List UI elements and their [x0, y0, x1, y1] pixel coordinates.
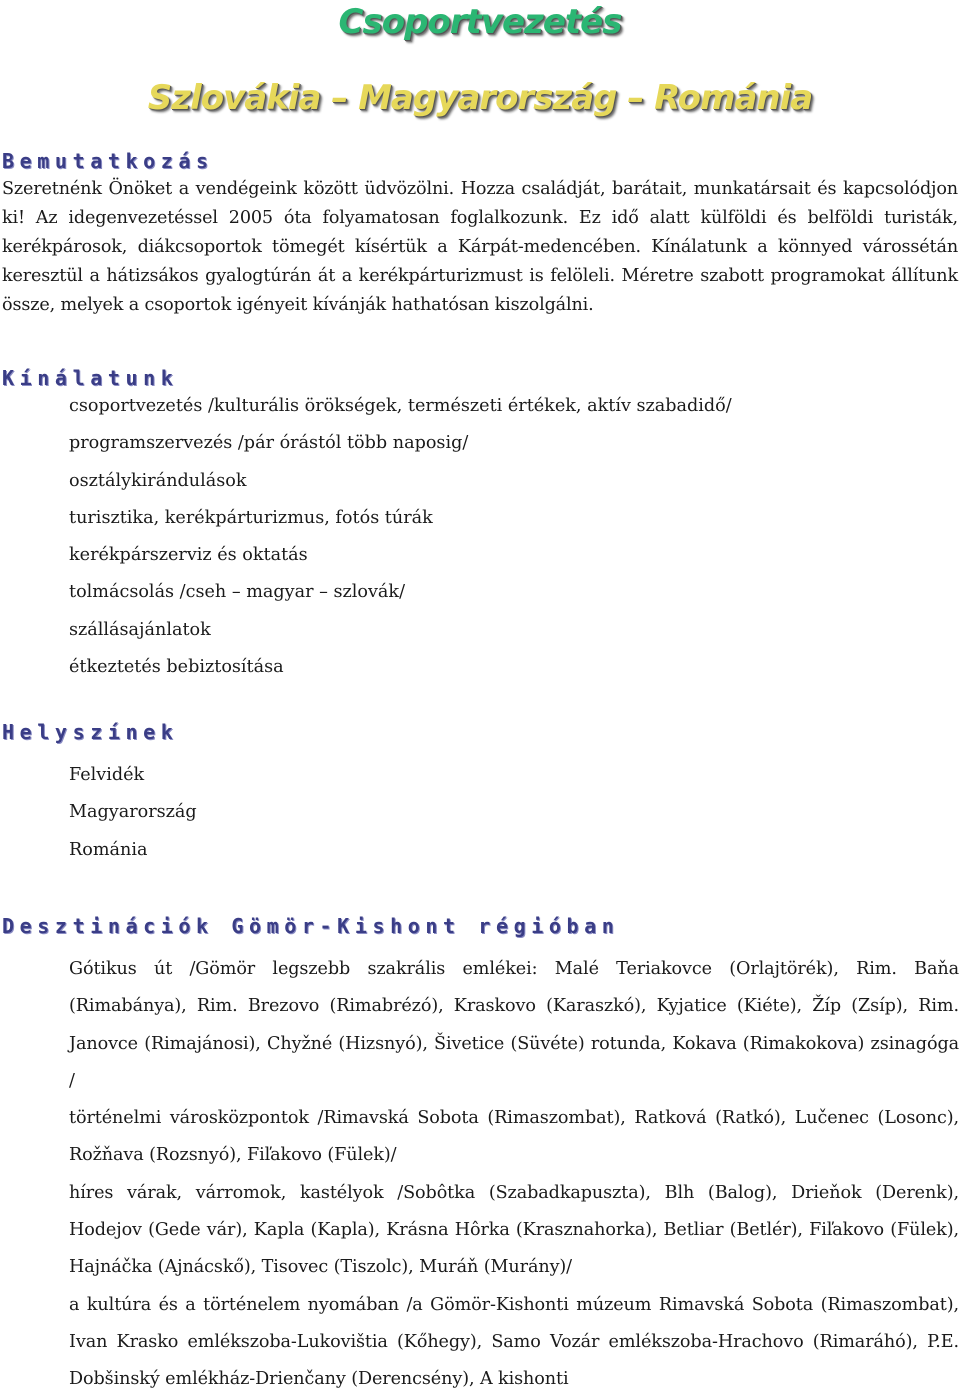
destination-paragraph: híres várak, várromok, kastélyok /Sobôtka (Szabadkapuszta), Blh (Balog), Drieňok (Derenk), Hodejov (Gede vár), Kapla (Kapla), Krásna Hôrka (Krasznahorka), Betliar (Betlér), Fiľakovo (Fülek), Hajnáčka (Ajnácskő), Tisovec (Tiszolc), Muráň (Murány)/ — [69, 1182, 959, 1278]
destination-paragraph: Gótikus út /Gömör legszebb szakrális emlékei: Malé Teriakovce (Orlajtörék), Rim. Baňa (Rimabánya), Rim. Brezovo (Rimabrézó), Kraskovo (Karaszkó), Kyjatice (Kiéte), Žíp (Zsíp), Rim. Janovce (Rimajánosi), Chyžné (Hizsnyó), Šivetice (Süvéte) rotunda, Kokava (Rimakokova) zsinagóga / — [69, 959, 959, 1091]
page-title: Csoportvezetés — [338, 2, 622, 42]
list-item: szállásajánlatok — [69, 619, 211, 640]
offer-list — [69, 388, 732, 686]
destinations-block — [69, 951, 959, 1399]
list-item: Románia — [69, 839, 148, 860]
list-item: csoportvezetés /kulturális örökségek, természeti értékek, aktív szabadidő/ — [69, 396, 732, 416]
list-item: étkeztetés bebiztosítása — [69, 657, 284, 678]
list-item: programszervezés /pár órástól több naposig/ — [69, 433, 469, 454]
section-heading-desztinaciok: Desztinációk Gömör-Kishont régióban — [2, 914, 620, 938]
page-subtitle: Szlovákia – Magyarország – Románia — [147, 78, 813, 118]
section-heading-helyszinek: Helyszínek — [2, 720, 179, 744]
intro-paragraph: Szeretnénk Önöket a vendégeink között üdvözölni. Hozza családját, barátait, munkatársait és kapcsolódjon ki! Az idegenvezetéssel 2005 óta folyamatosan foglalkozunk. Ez idő alatt külföldi és belföldi turisták, kerékpárosok, diákcsoportok tömegét kísértük a Kárpát-medencében. Kínálatunk a könnyed várossétán keresztül a hátizsákos gyalogtúrán át a kerékpárturizmust is felöleli. Méretre szabott programokat állítunk össze, melyek a csoportok igényeit kívánják hathatósan kiszolgálni. — [2, 179, 958, 315]
list-item: osztálykirándulások — [69, 470, 247, 491]
location-list — [69, 757, 197, 869]
section-heading-kinalatunk: Kínálatunk — [2, 366, 179, 390]
list-item: kerékpárszerviz és oktatás — [69, 545, 308, 566]
section-heading-bemutatkozas: Bemutatkozás — [2, 149, 214, 173]
destination-paragraph: a kultúra és a történelem nyomában /a Gömör-Kishonti múzeum Rimavská Sobota (Rimaszombat), Ivan Krasko emlékszoba-Lukovištia (Kőhegy), Samo Vozár emlékszoba-Hrachovo (Rimaráhó), P.E. Dobšinský emlékház-Drienčany (Derencsény), A kishonti — [69, 1294, 959, 1390]
list-item: Felvidék — [69, 765, 145, 785]
list-item: turisztika, kerékpárturizmus, fotós túrák — [69, 507, 433, 528]
list-item: Magyarország — [69, 802, 197, 823]
destination-paragraph: történelmi városközpontok /Rimavská Sobota (Rimaszombat), Ratková (Ratkó), Lučenec (Losonc), Rožňava (Rozsnyó), Fiľakovo (Fülek)/ — [69, 1108, 959, 1166]
list-item: tolmácsolás /cseh – magyar – szlovák/ — [69, 582, 405, 603]
